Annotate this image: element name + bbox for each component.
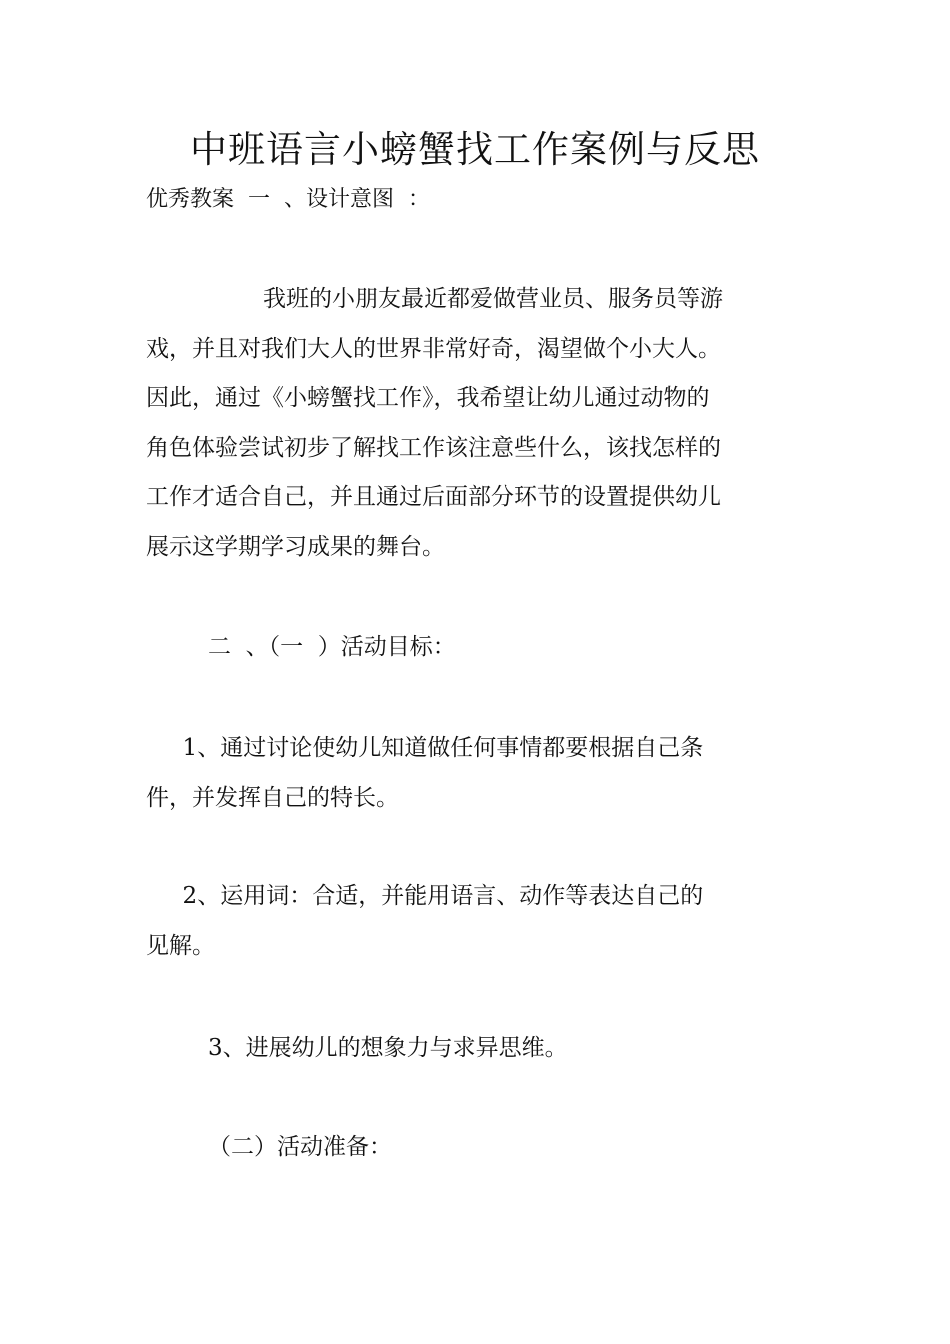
intro-paragraph	[146, 275, 816, 572]
paragraph-line: 2、运用词：合适，并能用语言、动作等表达自己的	[146, 883, 704, 909]
paragraph-line: 我班的小朋友最近都爱做营业员、服务员等游	[146, 286, 723, 312]
paragraph-line: 展示这学期学习成果的舞台。	[146, 533, 445, 560]
paragraph-line: 件，并发挥自己的特长。	[146, 784, 399, 811]
goal-1-paragraph	[146, 724, 816, 823]
paragraph-line: 角色体验尝试初步了解找工作该注意些什么，该找怎样的	[146, 434, 721, 461]
paragraph-line: 工作才适合自己，并且通过后面部分环节的设置提供幼儿	[146, 484, 721, 510]
goal-3-paragraph: 3、进展幼儿的想象力与求异思维。	[208, 1035, 568, 1061]
paragraph-line: 1、通过讨论使幼儿知道做任何事情都要根据自己条	[146, 735, 704, 761]
section-heading-preparation: （二）活动准备：	[208, 1134, 392, 1160]
paragraph-line: 戏，并且对我们大人的世界非常好奇，渴望做个小大人。	[146, 335, 721, 362]
section-heading-goals: 二 、（一 ）活动目标：	[208, 634, 456, 660]
paragraph-line: 因此，通过《小螃蟹找工作》，我希望让幼儿通过动物的	[146, 385, 710, 411]
document-subtitle: 优秀教案 一 、设计意图 ：	[146, 187, 430, 212]
paragraph-line: 见解。	[146, 932, 215, 959]
goal-2-paragraph	[146, 872, 816, 971]
document-title: 中班语言小螃蟹找工作案例与反思	[190, 128, 760, 171]
